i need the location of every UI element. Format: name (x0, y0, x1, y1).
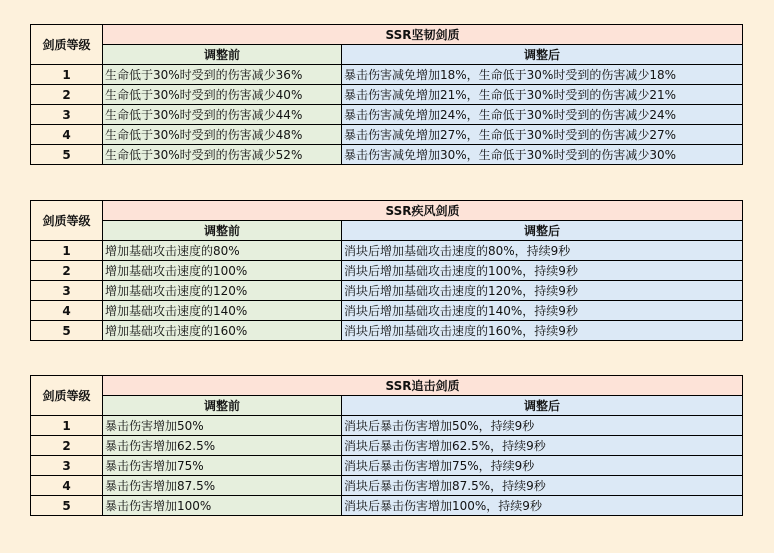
sword-quality-table-tenacity (30, 24, 743, 165)
table-row (31, 65, 743, 85)
after-cell: 暴击伤害减免增加27%，生命低于30%时受到的伤害减少27% (342, 125, 743, 145)
after-cell: 暴击伤害减免增加21%，生命低于30%时受到的伤害减少21% (342, 85, 743, 105)
before-cell: 暴击伤害增加87.5% (103, 476, 342, 496)
level-cell: 4 (31, 476, 103, 496)
before-cell: 生命低于30%时受到的伤害减少44% (103, 105, 342, 125)
after-cell: 消块后暴击伤害增加75%，持续9秒 (342, 456, 743, 476)
after-cell: 消块后暴击伤害增加62.5%，持续9秒 (342, 436, 743, 456)
before-cell: 增加基础攻击速度的100% (103, 261, 342, 281)
after-cell: 消块后增加基础攻击速度的120%，持续9秒 (342, 281, 743, 301)
after-cell: 消块后暴击伤害增加87.5%，持续9秒 (342, 476, 743, 496)
table-title-row (31, 201, 743, 221)
level-cell: 4 (31, 125, 103, 145)
before-header: 调整前 (103, 45, 342, 65)
level-cell: 5 (31, 496, 103, 516)
after-cell: 消块后增加基础攻击速度的80%，持续9秒 (342, 241, 743, 261)
level-cell: 1 (31, 241, 103, 261)
table-title-row (31, 25, 743, 45)
before-cell: 生命低于30%时受到的伤害减少36% (103, 65, 342, 85)
level-cell: 4 (31, 301, 103, 321)
column-header-row (31, 221, 743, 241)
table-row (31, 105, 743, 125)
table-row (31, 85, 743, 105)
after-header: 调整后 (342, 221, 743, 241)
table-row (31, 301, 743, 321)
column-header-row (31, 45, 743, 65)
after-cell: 消块后暴击伤害增加100%，持续9秒 (342, 496, 743, 516)
table-row (31, 496, 743, 516)
before-cell: 生命低于30%时受到的伤害减少48% (103, 125, 342, 145)
after-cell: 消块后暴击伤害增加50%，持续9秒 (342, 416, 743, 436)
table-title: SSR坚韧剑质 (103, 25, 743, 45)
after-cell: 消块后增加基础攻击速度的100%，持续9秒 (342, 261, 743, 281)
before-cell: 增加基础攻击速度的120% (103, 281, 342, 301)
level-cell: 3 (31, 105, 103, 125)
level-cell: 1 (31, 65, 103, 85)
after-header: 调整后 (342, 45, 743, 65)
level-cell: 5 (31, 321, 103, 341)
level-header: 剑质等级 (31, 25, 103, 65)
level-cell: 2 (31, 436, 103, 456)
before-cell: 暴击伤害增加62.5% (103, 436, 342, 456)
level-header: 剑质等级 (31, 376, 103, 416)
after-cell: 消块后增加基础攻击速度的140%，持续9秒 (342, 301, 743, 321)
table-row (31, 125, 743, 145)
before-header: 调整前 (103, 396, 342, 416)
before-header: 调整前 (103, 221, 342, 241)
after-header: 调整后 (342, 396, 743, 416)
before-cell: 暴击伤害增加50% (103, 416, 342, 436)
table-row (31, 476, 743, 496)
sword-quality-table-gale (30, 200, 743, 341)
column-header-row (31, 396, 743, 416)
table-row (31, 436, 743, 456)
table-title: SSR疾风剑质 (103, 201, 743, 221)
table-row (31, 145, 743, 165)
after-cell: 消块后增加基础攻击速度的160%，持续9秒 (342, 321, 743, 341)
level-header: 剑质等级 (31, 201, 103, 241)
level-cell: 2 (31, 85, 103, 105)
before-cell: 增加基础攻击速度的140% (103, 301, 342, 321)
table-row (31, 261, 743, 281)
table-row (31, 321, 743, 341)
level-cell: 1 (31, 416, 103, 436)
sword-quality-table-pursuit (30, 375, 743, 516)
table-title: SSR追击剑质 (103, 376, 743, 396)
before-cell: 生命低于30%时受到的伤害减少40% (103, 85, 342, 105)
table-title-row (31, 376, 743, 396)
level-cell: 2 (31, 261, 103, 281)
level-cell: 3 (31, 456, 103, 476)
after-cell: 暴击伤害减免增加18%，生命低于30%时受到的伤害减少18% (342, 65, 743, 85)
level-cell: 3 (31, 281, 103, 301)
table-row (31, 456, 743, 476)
before-cell: 暴击伤害增加75% (103, 456, 342, 476)
before-cell: 增加基础攻击速度的80% (103, 241, 342, 261)
table-row (31, 416, 743, 436)
table-row (31, 281, 743, 301)
level-cell: 5 (31, 145, 103, 165)
before-cell: 生命低于30%时受到的伤害减少52% (103, 145, 342, 165)
after-cell: 暴击伤害减免增加24%，生命低于30%时受到的伤害减少24% (342, 105, 743, 125)
before-cell: 增加基础攻击速度的160% (103, 321, 342, 341)
after-cell: 暴击伤害减免增加30%，生命低于30%时受到的伤害减少30% (342, 145, 743, 165)
before-cell: 暴击伤害增加100% (103, 496, 342, 516)
table-row (31, 241, 743, 261)
